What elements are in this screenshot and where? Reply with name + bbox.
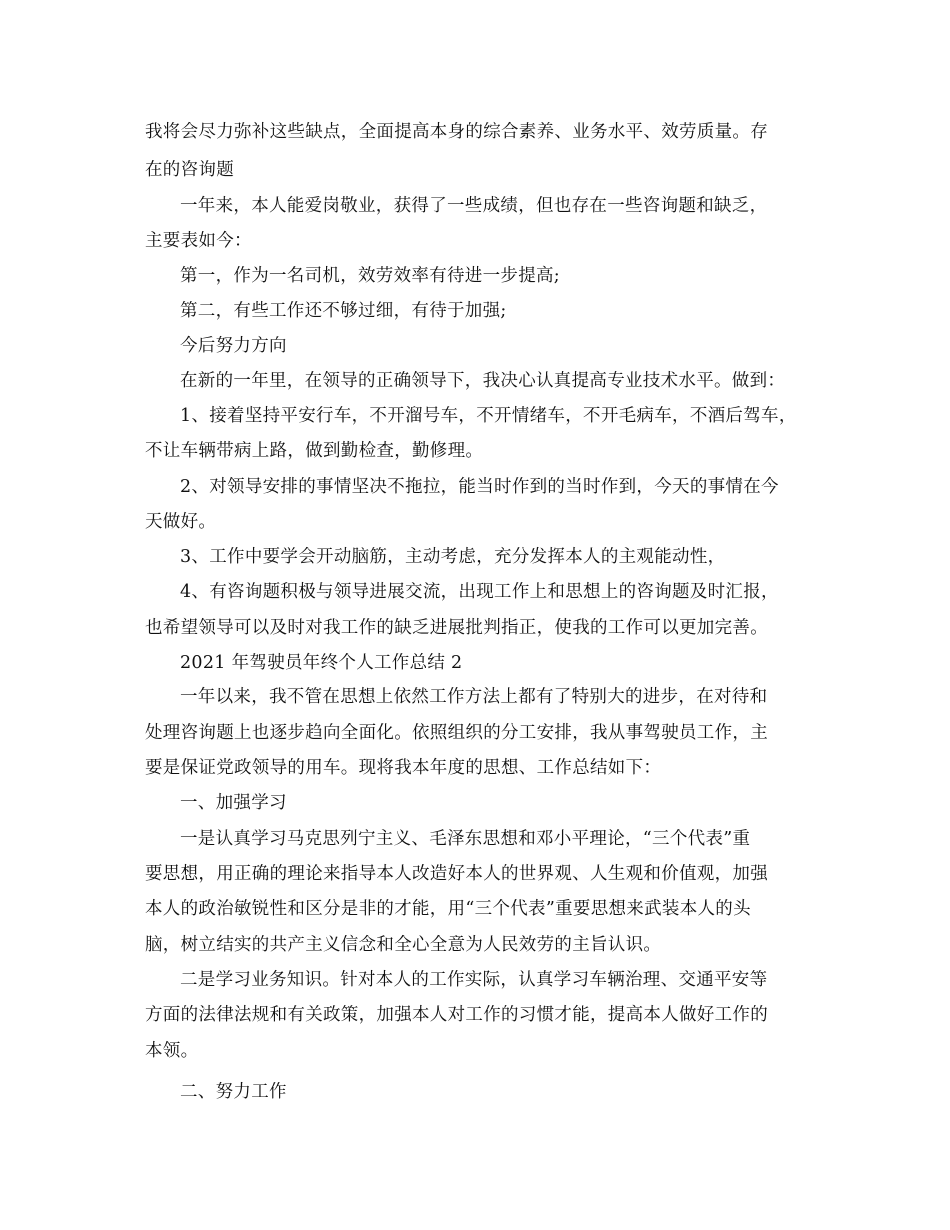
list-item-second: 第二，有些工作还不够过细，有待于加强; <box>180 301 507 321</box>
paragraph-start: 一年来，本人能爱岗敬业，获得了一些成绩，但也存在一些咨询题和缺乏， <box>180 196 768 216</box>
section-heading: 今后努力方向 <box>180 336 287 356</box>
text-line: 我将会尽力弥补这些缺点，全面提高本身的综合素养、业务水平、效劳质量。存 <box>145 122 768 142</box>
text-line: 脑，树立结实的共产主义信念和全心全意为人民效劳的主旨认识。 <box>145 935 662 955</box>
text-line: 本领。 <box>145 1041 199 1061</box>
text-line: 处理咨询题上也逐步趋向全面化。依照组织的分工安排，我从事驾驶员工作，主 <box>145 723 768 743</box>
list-item-3: 3、工作中要学会开动脑筋，主动考虑，充分发挥本人的主观能动性， <box>180 547 726 567</box>
text-line: 方面的法律法规和有关政策，加强本人对工作的习惯才能，提高本人做好工作的 <box>145 1005 768 1025</box>
text-line: 不让车辆带病上路，做到勤检查，勤修理。 <box>145 441 484 461</box>
list-item-4: 4、有咨询题积极与领导进展交流，出现工作上和思想上的咨询题及时汇报， <box>180 582 779 602</box>
text-line: 也希望领导可以及时对我工作的缺乏进展批判指正，使我的工作可以更加完善。 <box>145 618 768 638</box>
list-item-first: 第一，作为一名司机，效劳效率有待进一步提高; <box>180 266 560 286</box>
text-line: 主要表如今： <box>145 231 252 251</box>
paragraph-start: 二是学习业务知识。针对本人的工作实际，认真学习车辆治理、交通平安等 <box>180 970 768 990</box>
text-line: 要是保证党政领导的用车。现将我本年度的思想、工作总结如下： <box>145 758 662 778</box>
section-heading: 一、加强学习 <box>180 793 287 813</box>
text-line: 天做好。 <box>145 512 217 532</box>
section-heading: 二、努力工作 <box>180 1082 287 1102</box>
list-item-1: 1、接着坚持平安行车，不开溜号车，不开情绪车，不开毛病车，不酒后驾车， <box>180 406 797 426</box>
text-line: 在的咨询题 <box>145 160 234 180</box>
paragraph-start: 在新的一年里，在领导的正确领导下，我决心认真提高专业技术水平。做到： <box>180 371 786 391</box>
article-title: 2021 年驾驶员年终个人工作总结 2 <box>180 653 463 673</box>
paragraph-start: 一是认真学习马克思列宁主义、毛泽东思想和邓小平理论，“三个代表”重 <box>180 829 751 849</box>
paragraph-start: 一年以来，我不管在思想上依然工作方法上都有了特别大的进步，在对待和 <box>180 687 768 707</box>
list-item-2: 2、对领导安排的事情坚决不拖拉，能当时作到的当时作到，今天的事情在今 <box>180 477 779 497</box>
text-line: 本人的政治敏锐性和区分是非的才能，用“三个代表”重要思想来武装本人的头 <box>145 899 751 919</box>
text-line: 要思想，用正确的理论来指导本人改造好本人的世界观、人生观和价值观，加强 <box>145 864 768 884</box>
